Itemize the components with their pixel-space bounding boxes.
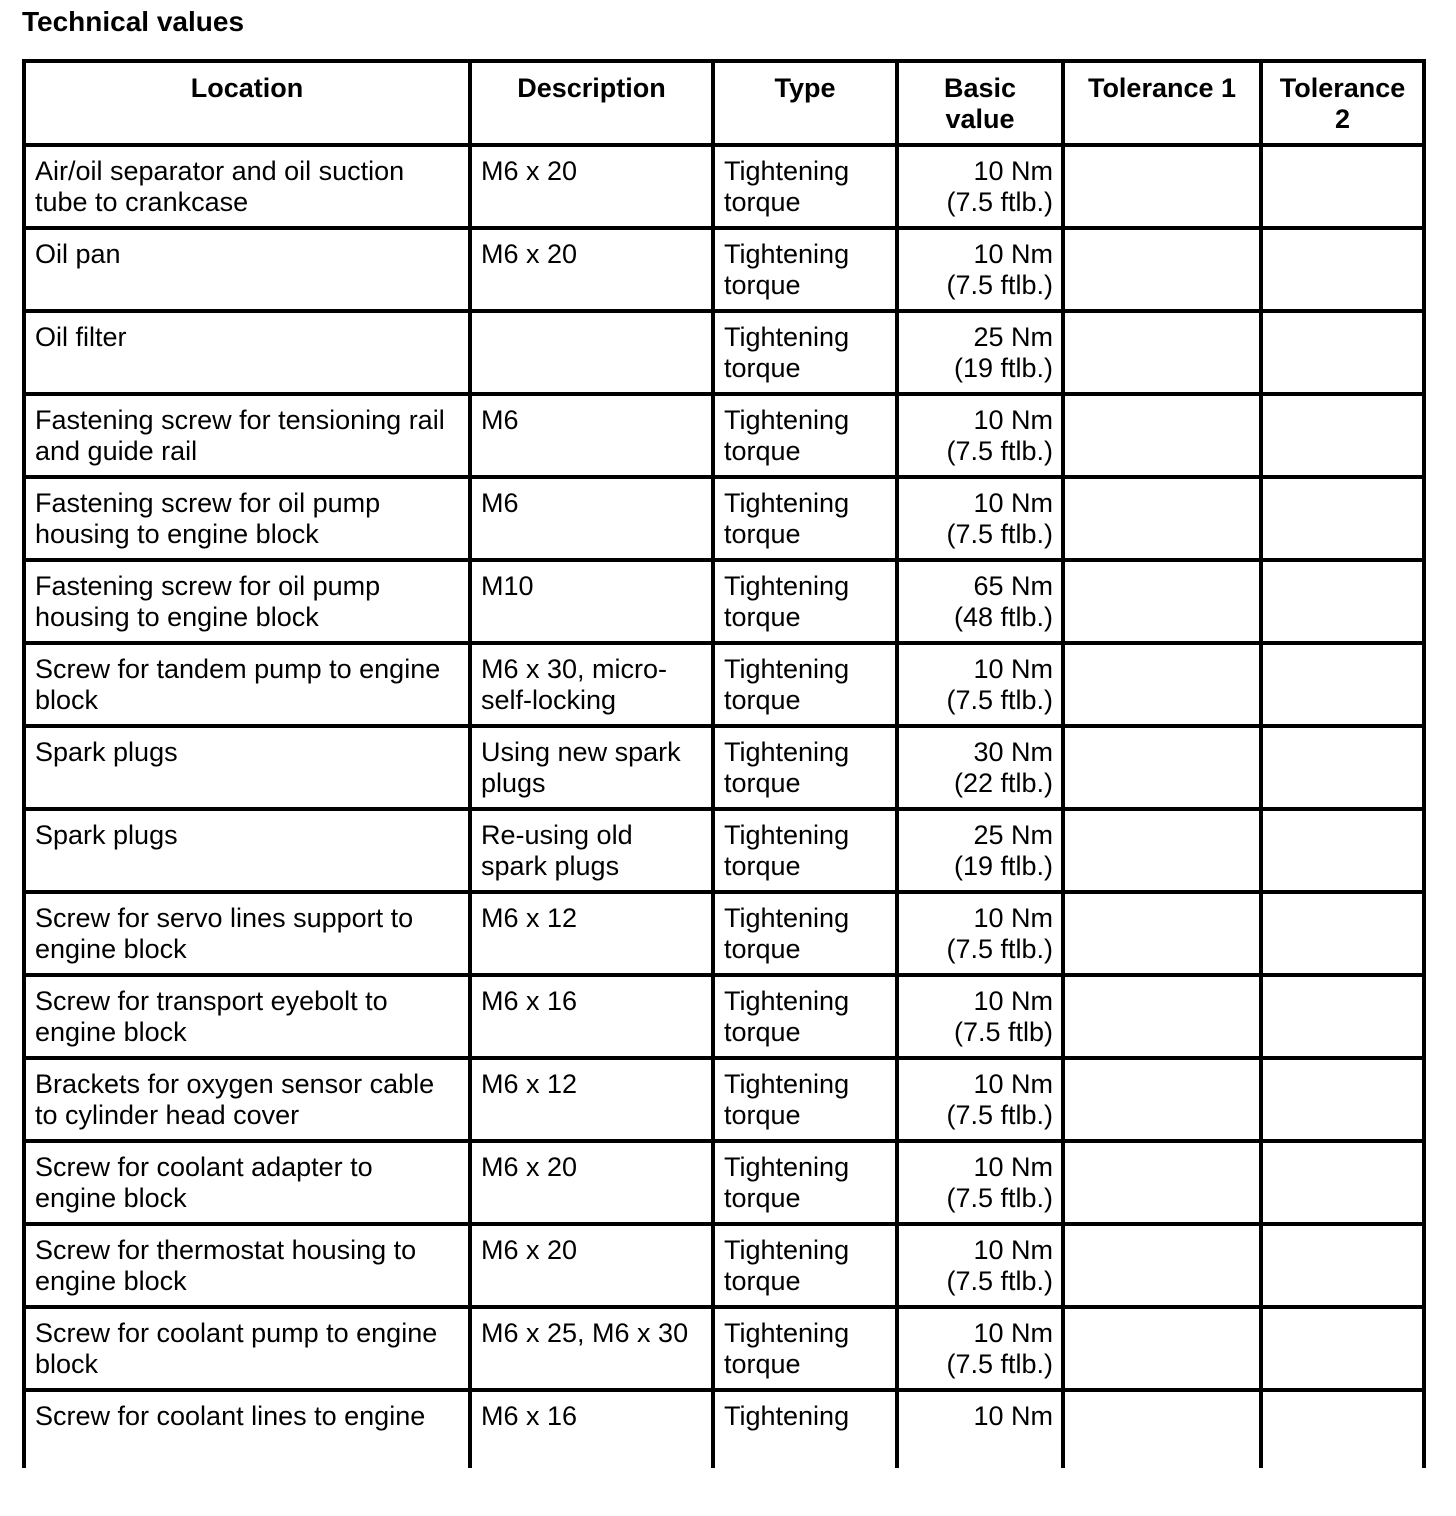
description-cell-line1: M6 x 12	[481, 1069, 578, 1099]
location-cell-line1: Brackets for oxygen sensor cable	[35, 1069, 435, 1099]
description-cell	[470, 1141, 713, 1224]
basic-value-cell	[897, 394, 1063, 477]
location-cell-line2: and guide rail	[35, 436, 198, 466]
location-cell-line2: housing to engine block	[35, 519, 319, 549]
location-cell-line1: Fastening screw for tensioning rail	[35, 405, 445, 435]
location-cell-line2: housing to engine block	[35, 602, 319, 632]
description-cell-line2: self-locking	[481, 685, 617, 715]
tolerance-2-cell	[1261, 1141, 1424, 1224]
description-cell-line1: M6	[481, 488, 519, 518]
type-cell-line2: torque	[724, 353, 801, 383]
type-cell	[713, 1307, 897, 1390]
basic-value-cell	[897, 228, 1063, 311]
type-cell-line1: Tightening	[724, 322, 850, 352]
description-cell-line1: M10	[481, 571, 534, 601]
description-cell-line2: spark plugs	[481, 851, 620, 881]
location-cell	[24, 1224, 470, 1307]
basic-value-cell	[897, 1224, 1063, 1307]
tolerance-2-cell	[1261, 1224, 1424, 1307]
description-cell-line1: M6 x 20	[481, 1152, 578, 1182]
description-cell	[470, 892, 713, 975]
table-row	[24, 228, 1424, 311]
description-cell-line1: M6 x 16	[481, 1401, 578, 1431]
type-cell-line2: torque	[724, 1183, 801, 1213]
type-cell-line2: torque	[724, 768, 801, 798]
type-cell	[713, 1141, 897, 1224]
table-row	[24, 311, 1424, 394]
description-cell-line1: M6 x 16	[481, 986, 578, 1016]
type-cell	[713, 1390, 897, 1468]
type-cell-line1: Tightening	[724, 571, 850, 601]
type-cell	[713, 477, 897, 560]
basic-value-cell-line1: 10 Nm	[973, 488, 1053, 518]
location-cell	[24, 394, 470, 477]
type-cell-line2: torque	[724, 934, 801, 964]
tolerance-2-cell	[1261, 1390, 1424, 1468]
location-cell-line1: Spark plugs	[35, 737, 178, 767]
type-cell-line1: Tightening	[724, 405, 850, 435]
basic-value-cell-line2: (22 ftlb.)	[953, 768, 1053, 798]
description-cell	[470, 809, 713, 892]
location-cell-line1: Oil filter	[35, 322, 127, 352]
table-row	[24, 726, 1424, 809]
description-cell	[470, 1390, 713, 1468]
basic-value-cell	[897, 1390, 1063, 1468]
location-cell	[24, 560, 470, 643]
type-cell-line1: Tightening	[724, 1152, 850, 1182]
header-tolerance-2-line2: 2	[1334, 104, 1351, 134]
description-cell-line1: Re-using old	[481, 820, 633, 850]
location-cell-line1: Screw for transport eyebolt to	[35, 986, 388, 1016]
basic-value-cell-line1: 10 Nm	[973, 903, 1053, 933]
description-cell-line1: M6 x 30, micro-	[481, 654, 668, 684]
type-cell-line2: torque	[724, 270, 801, 300]
header-tolerance-1	[1063, 61, 1261, 145]
basic-value-cell-line1: 25 Nm	[973, 820, 1053, 850]
header-location-text: Location	[190, 73, 304, 103]
location-cell	[24, 809, 470, 892]
description-cell-line1: M6	[481, 405, 519, 435]
location-cell	[24, 643, 470, 726]
tolerance-1-cell	[1063, 477, 1261, 560]
description-cell	[470, 975, 713, 1058]
type-cell-line1: Tightening	[724, 820, 850, 850]
location-cell	[24, 726, 470, 809]
table-row	[24, 1307, 1424, 1390]
header-type-text: Type	[774, 73, 836, 103]
location-cell-line1: Screw for coolant pump to engine	[35, 1318, 438, 1348]
basic-value-cell	[897, 145, 1063, 228]
basic-value-cell-line2: (7.5 ftlb.)	[946, 436, 1053, 466]
location-cell-line2: tube to crankcase	[35, 187, 249, 217]
type-cell	[713, 145, 897, 228]
tolerance-1-cell	[1063, 726, 1261, 809]
table-row	[24, 1058, 1424, 1141]
basic-value-cell-line2: (19 ftlb.)	[953, 353, 1053, 383]
location-cell-line1: Screw for coolant lines to engine	[35, 1401, 426, 1431]
basic-value-cell-line1: 10 Nm	[973, 654, 1053, 684]
location-cell	[24, 1390, 470, 1468]
description-cell	[470, 311, 713, 394]
type-cell-line1: Tightening	[724, 903, 850, 933]
basic-value-cell-line2: (7.5 ftlb)	[953, 1017, 1053, 1047]
description-cell	[470, 145, 713, 228]
header-type	[713, 61, 897, 145]
type-cell-line2: torque	[724, 602, 801, 632]
tolerance-2-cell	[1261, 560, 1424, 643]
type-cell-line1: Tightening	[724, 654, 850, 684]
header-location	[24, 61, 470, 145]
type-cell-line1: Tightening	[724, 1318, 850, 1348]
location-cell-line1: Fastening screw for oil pump	[35, 488, 381, 518]
table-row	[24, 643, 1424, 726]
table-row	[24, 560, 1424, 643]
type-cell	[713, 560, 897, 643]
tolerance-1-cell	[1063, 975, 1261, 1058]
basic-value-cell-line2: (7.5 ftlb.)	[946, 1100, 1053, 1130]
type-cell-line1: Tightening	[724, 1069, 850, 1099]
description-cell-line1: M6 x 25, M6 x 30	[481, 1318, 689, 1348]
tolerance-2-cell	[1261, 477, 1424, 560]
location-cell-line2: to cylinder head cover	[35, 1100, 300, 1130]
type-cell-line2: torque	[724, 1017, 801, 1047]
tolerance-2-cell	[1261, 228, 1424, 311]
table-row	[24, 809, 1424, 892]
location-cell-line2: engine block	[35, 934, 187, 964]
type-cell-line2: torque	[724, 851, 801, 881]
location-cell-line2: block	[35, 1349, 99, 1379]
description-cell	[470, 1224, 713, 1307]
location-cell	[24, 228, 470, 311]
type-cell-line2: torque	[724, 1100, 801, 1130]
type-cell	[713, 311, 897, 394]
description-cell	[470, 1058, 713, 1141]
location-cell-line2: engine block	[35, 1183, 187, 1213]
header-description-text: Description	[517, 73, 666, 103]
tolerance-1-cell	[1063, 1058, 1261, 1141]
basic-value-cell-line2: (7.5 ftlb.)	[946, 187, 1053, 217]
basic-value-cell-line1: 10 Nm	[973, 1401, 1053, 1431]
type-cell-line2: torque	[724, 187, 801, 217]
basic-value-cell	[897, 975, 1063, 1058]
location-cell-line1: Air/oil separator and oil suction	[35, 156, 405, 186]
tolerance-1-cell	[1063, 809, 1261, 892]
location-cell-line1: Screw for thermostat housing to	[35, 1235, 417, 1265]
basic-value-cell	[897, 892, 1063, 975]
basic-value-cell	[897, 311, 1063, 394]
type-cell-line1: Tightening	[724, 488, 850, 518]
basic-value-cell	[897, 1058, 1063, 1141]
basic-value-cell	[897, 643, 1063, 726]
type-cell	[713, 726, 897, 809]
location-cell	[24, 145, 470, 228]
type-cell-line2: torque	[724, 685, 801, 715]
basic-value-cell	[897, 1307, 1063, 1390]
table-body	[24, 145, 1424, 1468]
description-cell-line1: M6 x 20	[481, 239, 578, 269]
header-basic-line1: Basic	[943, 73, 1017, 103]
tolerance-2-cell	[1261, 145, 1424, 228]
basic-value-cell-line2: (7.5 ftlb.)	[946, 1349, 1053, 1379]
table-row	[24, 145, 1424, 228]
location-cell	[24, 311, 470, 394]
basic-value-cell	[897, 726, 1063, 809]
location-cell-line2: block	[35, 685, 99, 715]
basic-value-cell	[897, 1141, 1063, 1224]
location-cell	[24, 892, 470, 975]
type-cell-line1: Tightening	[724, 156, 850, 186]
basic-value-cell	[897, 560, 1063, 643]
type-cell-line2: torque	[724, 1349, 801, 1379]
tolerance-1-cell	[1063, 560, 1261, 643]
tolerance-1-cell	[1063, 145, 1261, 228]
type-cell	[713, 1224, 897, 1307]
page-title: Technical values	[22, 6, 245, 37]
tolerance-1-cell	[1063, 1307, 1261, 1390]
basic-value-cell-line1: 65 Nm	[973, 571, 1053, 601]
type-cell	[713, 1058, 897, 1141]
tolerance-2-cell	[1261, 1058, 1424, 1141]
basic-value-cell-line1: 10 Nm	[973, 405, 1053, 435]
location-cell-line1: Screw for servo lines support to	[35, 903, 414, 933]
tolerance-2-cell	[1261, 975, 1424, 1058]
basic-value-cell-line2: (48 ftlb.)	[953, 602, 1053, 632]
type-cell	[713, 975, 897, 1058]
table-row	[24, 1141, 1424, 1224]
header-basic-line2: value	[945, 104, 1015, 134]
basic-value-cell-line1: 10 Nm	[973, 1069, 1053, 1099]
tolerance-2-cell	[1261, 726, 1424, 809]
description-cell	[470, 477, 713, 560]
location-cell-line1: Oil pan	[35, 239, 121, 269]
location-cell	[24, 1307, 470, 1390]
location-cell	[24, 975, 470, 1058]
location-cell	[24, 1058, 470, 1141]
location-cell-line2: engine block	[35, 1266, 187, 1296]
location-cell-line2: engine block	[35, 1017, 187, 1047]
basic-value-cell-line1: 10 Nm	[973, 1152, 1053, 1182]
table-header-row	[24, 61, 1424, 145]
header-tolerance-2-line1: Tolerance	[1279, 73, 1406, 103]
header-tolerance-1-text: Tolerance 1	[1087, 73, 1237, 103]
basic-value-cell-line1: 10 Nm	[973, 986, 1053, 1016]
description-cell	[470, 643, 713, 726]
technical-values-table	[22, 59, 1426, 1468]
tolerance-2-cell	[1261, 1307, 1424, 1390]
description-cell	[470, 1307, 713, 1390]
basic-value-cell-line2: (7.5 ftlb.)	[946, 934, 1053, 964]
basic-value-cell-line1: 10 Nm	[973, 239, 1053, 269]
basic-value-cell-line2: (7.5 ftlb.)	[946, 519, 1053, 549]
type-cell	[713, 892, 897, 975]
basic-value-cell-line1: 25 Nm	[973, 322, 1053, 352]
header-tolerance-2	[1261, 61, 1424, 145]
location-cell	[24, 1141, 470, 1224]
tolerance-2-cell	[1261, 394, 1424, 477]
type-cell	[713, 643, 897, 726]
table-row	[24, 975, 1424, 1058]
location-cell-line1: Fastening screw for oil pump	[35, 571, 381, 601]
description-cell-line1: M6 x 12	[481, 903, 578, 933]
table-row	[24, 1224, 1424, 1307]
location-cell-line1: Screw for coolant adapter to	[35, 1152, 373, 1182]
tolerance-2-cell	[1261, 809, 1424, 892]
type-cell-line1: Tightening	[724, 239, 850, 269]
basic-value-cell-line2: (7.5 ftlb.)	[946, 685, 1053, 715]
basic-value-cell-line2: (7.5 ftlb.)	[946, 1266, 1053, 1296]
description-cell-line1: Using new spark	[481, 737, 681, 767]
type-cell-line2: torque	[724, 1266, 801, 1296]
basic-value-cell	[897, 809, 1063, 892]
basic-value-cell	[897, 477, 1063, 560]
tolerance-1-cell	[1063, 228, 1261, 311]
type-cell	[713, 228, 897, 311]
description-cell-line1: M6 x 20	[481, 156, 578, 186]
description-cell-line1: M6 x 20	[481, 1235, 578, 1265]
tolerance-1-cell	[1063, 892, 1261, 975]
table-row	[24, 477, 1424, 560]
tolerance-2-cell	[1261, 643, 1424, 726]
tolerance-2-cell	[1261, 892, 1424, 975]
type-cell-line1: Tightening	[724, 1401, 850, 1431]
tolerance-1-cell	[1063, 1141, 1261, 1224]
location-cell	[24, 477, 470, 560]
basic-value-cell-line2: (19 ftlb.)	[953, 851, 1053, 881]
table-row	[24, 892, 1424, 975]
basic-value-cell-line2: (7.5 ftlb.)	[946, 1183, 1053, 1213]
location-cell-line1: Screw for tandem pump to engine	[35, 654, 441, 684]
tolerance-1-cell	[1063, 394, 1261, 477]
type-cell-line1: Tightening	[724, 737, 850, 767]
tolerance-1-cell	[1063, 1224, 1261, 1307]
type-cell	[713, 809, 897, 892]
basic-value-cell-line1: 30 Nm	[973, 737, 1053, 767]
basic-value-cell-line1: 10 Nm	[973, 1318, 1053, 1348]
header-description	[470, 61, 713, 145]
location-cell-line1: Spark plugs	[35, 820, 178, 850]
type-cell	[713, 394, 897, 477]
table-row	[24, 394, 1424, 477]
description-cell	[470, 726, 713, 809]
description-cell	[470, 560, 713, 643]
description-cell	[470, 394, 713, 477]
type-cell-line2: torque	[724, 519, 801, 549]
type-cell-line1: Tightening	[724, 1235, 850, 1265]
tolerance-1-cell	[1063, 311, 1261, 394]
basic-value-cell-line1: 10 Nm	[973, 1235, 1053, 1265]
tolerance-2-cell	[1261, 311, 1424, 394]
table-row	[24, 1390, 1424, 1468]
description-cell-line2: plugs	[481, 768, 546, 798]
header-basic-value	[897, 61, 1063, 145]
basic-value-cell-line1: 10 Nm	[973, 156, 1053, 186]
description-cell	[470, 228, 713, 311]
tolerance-1-cell	[1063, 1390, 1261, 1468]
type-cell-line2: torque	[724, 436, 801, 466]
type-cell-line1: Tightening	[724, 986, 850, 1016]
tolerance-1-cell	[1063, 643, 1261, 726]
basic-value-cell-line2: (7.5 ftlb.)	[946, 270, 1053, 300]
